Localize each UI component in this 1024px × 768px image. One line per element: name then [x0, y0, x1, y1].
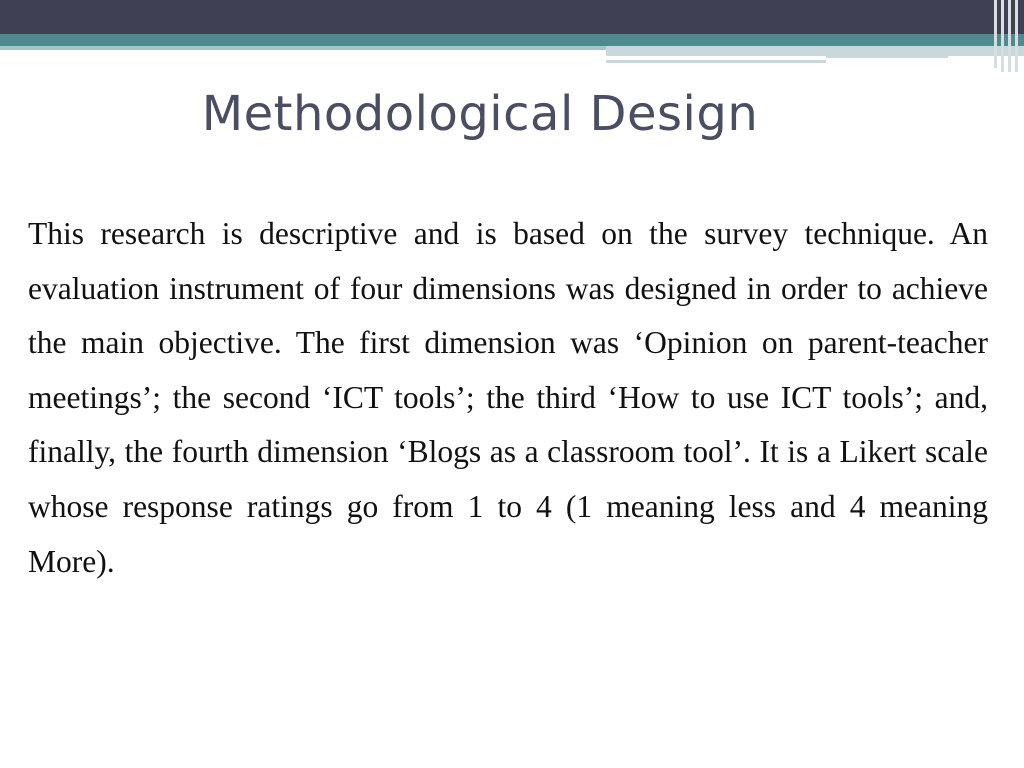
header-light-band-right — [606, 46, 1024, 56]
header-dark-band — [0, 0, 1024, 34]
header-light-band — [0, 46, 610, 50]
corner-stripe — [1008, 0, 1011, 72]
corner-stripe — [1015, 0, 1018, 72]
corner-stripe — [994, 0, 997, 68]
header-teal-band — [0, 34, 1024, 46]
header-thin-line-2 — [826, 56, 948, 58]
slide-body-text: This research is descriptive and is based on the survey technique. An evaluation instrument of four dimensions was designed in order to achieve the main objective. The first dimension was ‘Opinion on parent-teacher meetings’; the second ‘ICT tools’; the third ‘How to use ICT tools’; and, finally, the fourth dimension ‘Blogs as a classroom tool’. It is a Likert scale whose response ratings go from 1 to 4 (1 meaning less and 4 meaning More). — [28, 216, 988, 579]
corner-stripe — [1001, 0, 1004, 72]
header-thin-line — [606, 60, 826, 63]
slide-title: Methodological Design — [201, 86, 759, 142]
